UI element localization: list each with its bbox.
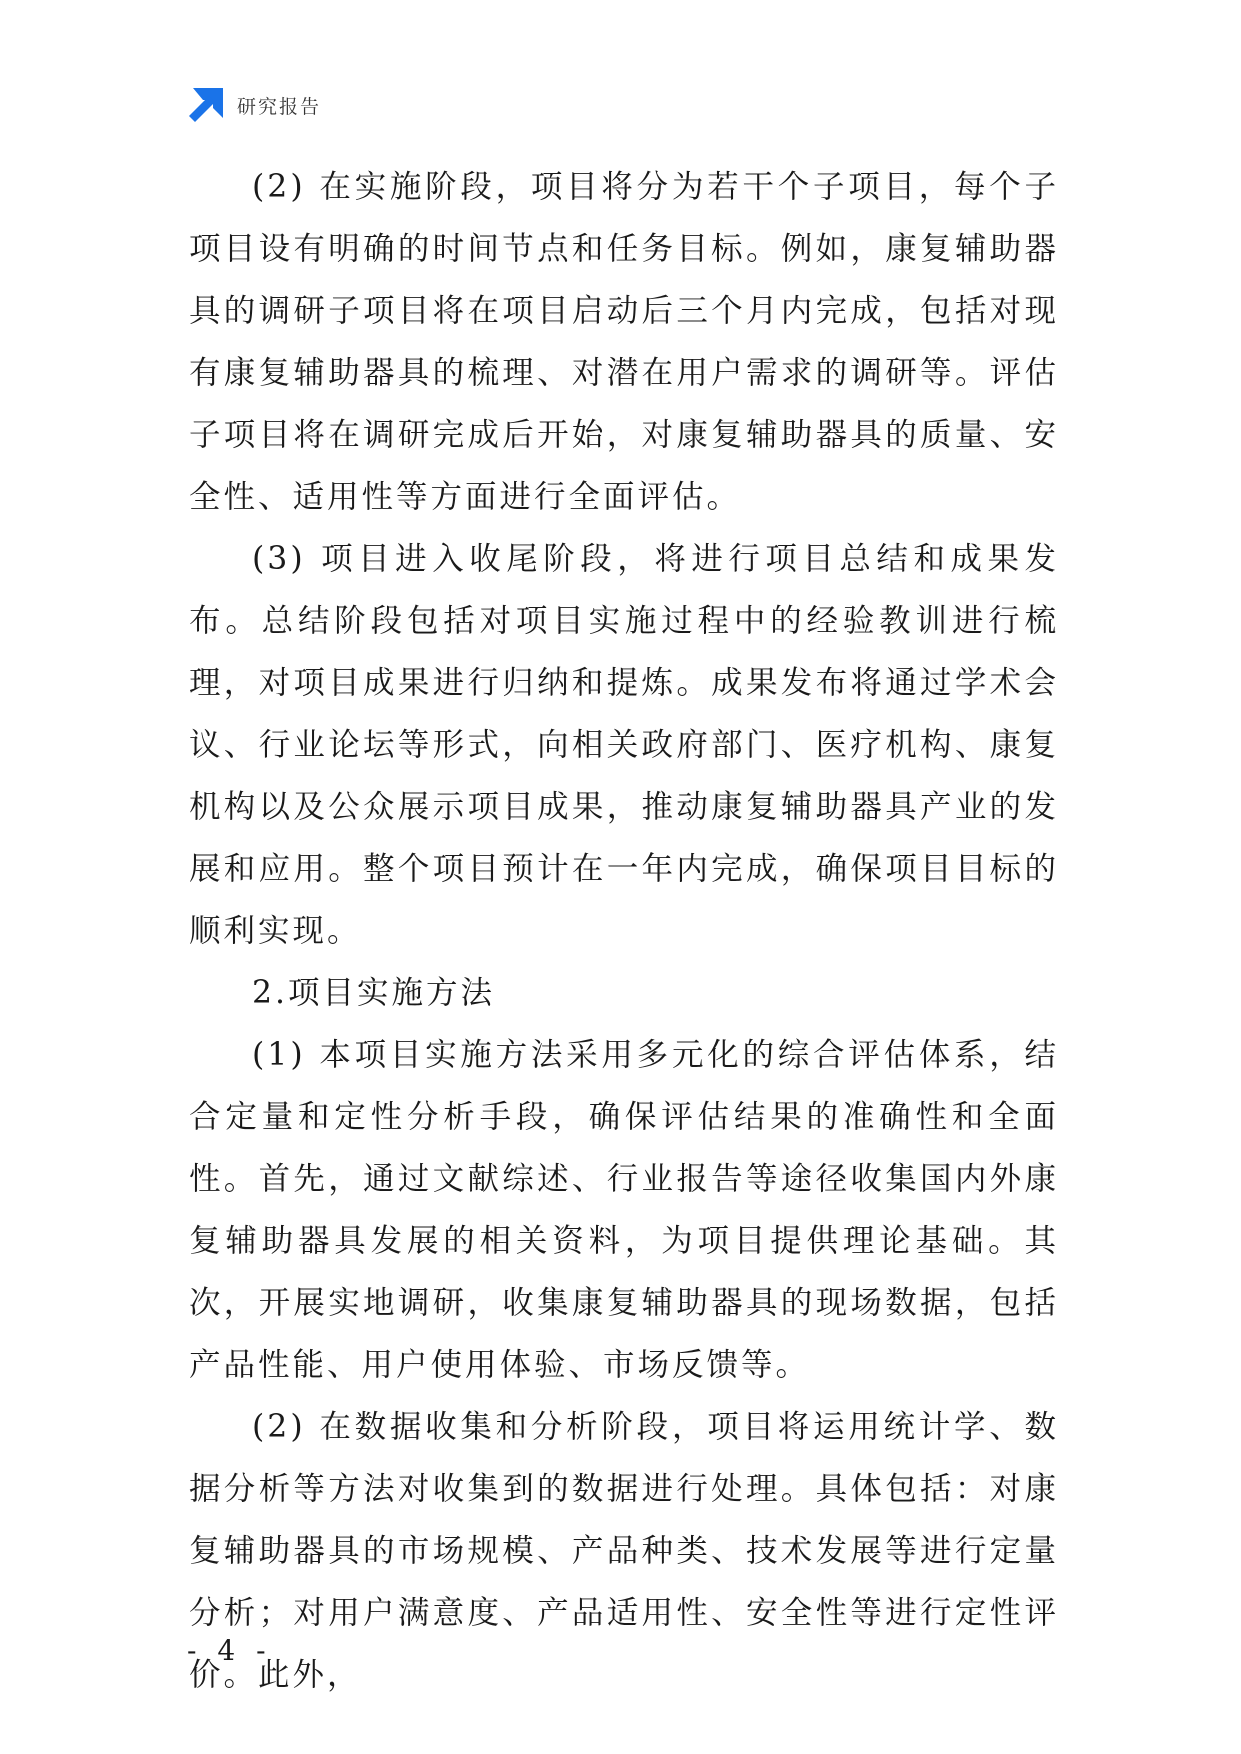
header-title: 研究报告 <box>237 95 322 118</box>
paragraph: (2) 在数据收集和分析阶段，项目将运用统计学、数据分析等方法对收集到的数据进行处理。具体包括：对康复辅助器具的市场规模、产品种类、技术发展等进行定量分析；对用户满意度、产品适用性、安全性等进行定性评价。此外， <box>189 1409 1059 1693</box>
document-body <box>189 156 1059 1706</box>
paragraph: (3) 项目进入收尾阶段，将进行项目总结和成果发布。总结阶段包括对项目实施过程中的经验教训进行梳理，对项目成果进行归纳和提炼。成果发布将通过学术会议、行业论坛等形式，向相关政府部门、医疗机构、康复机构以及公众展示项目成果，推动康复辅助器具产业的发展和应用。整个项目预计在一年内完成，确保项目目标的顺利实现。 <box>189 541 1059 949</box>
paragraph: (2) 在实施阶段，项目将分为若干个子项目，每个子项目设有明确的时间节点和任务目标。例如，康复辅助器具的调研子项目将在项目启动后三个月内完成，包括对现有康复辅助器具的梳理、对潜在用户需求的调研等。评估子项目将在调研完成后开始，对康复辅助器具的质量、安全性、适用性等方面进行全面评估。 <box>189 169 1059 515</box>
section-heading: 2.项目实施方法 <box>252 975 496 1011</box>
arrow-up-right-icon <box>189 88 223 122</box>
paragraph: (1) 本项目实施方法采用多元化的综合评估体系，结合定量和定性分析手段，确保评估结果的准确性和全面性。首先，通过文献综述、行业报告等途径收集国内外康复辅助器具发展的相关资料，为项目提供理论基础。其次，开展实地调研，收集康复辅助器具的现场数据，包括产品性能、用户使用体验、市场反馈等。 <box>189 1037 1059 1383</box>
report-header <box>189 88 321 122</box>
page-number: - 4 - <box>187 1634 272 1667</box>
